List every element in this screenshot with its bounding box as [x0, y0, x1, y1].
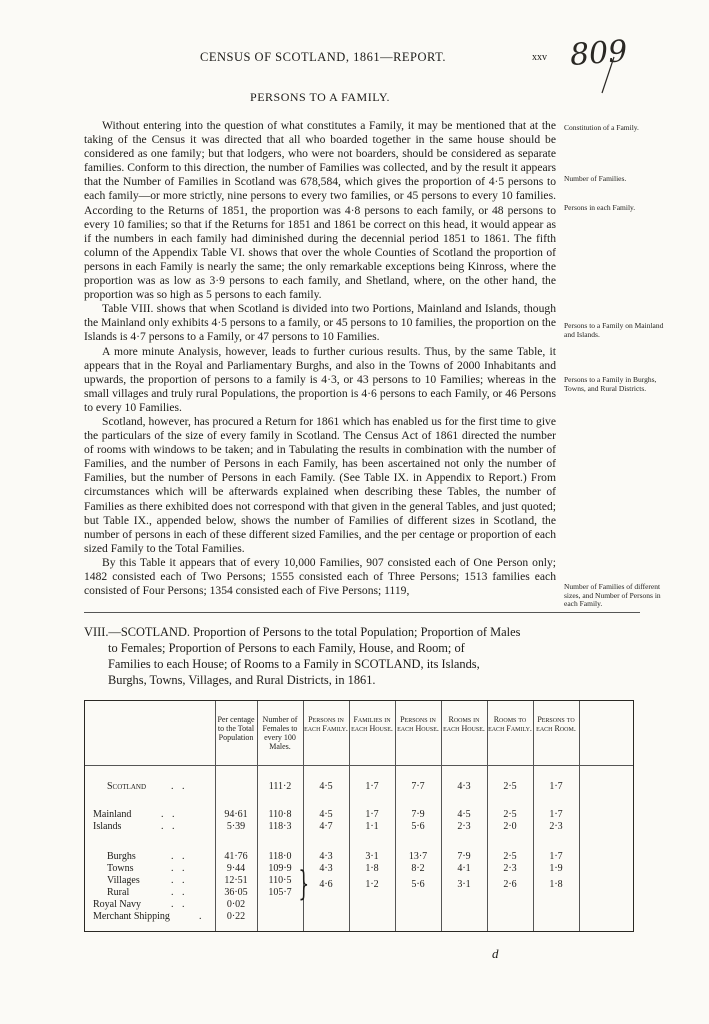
table-cell: 3·1: [457, 879, 471, 890]
table-heading-line-4: Burghs, Towns, Villages, and Rural Districts, in 1861.: [108, 673, 376, 687]
table-cell: 5·6: [411, 821, 425, 832]
table-cell: 0·02: [226, 899, 246, 910]
table-cell: 5·39: [226, 821, 246, 832]
table-cell: 1·1: [365, 821, 379, 832]
table-cell: 110·8: [268, 809, 292, 820]
table-cell: 4·3: [457, 781, 471, 792]
leader-dots: . .: [161, 821, 178, 832]
table-cell: 1·7: [549, 851, 563, 862]
row-label-burghs: Burghs: [107, 851, 136, 862]
table-cell: 41·76: [224, 851, 248, 862]
table-cell: 94·61: [224, 809, 248, 820]
table-cell: 3·1: [365, 851, 379, 862]
table-cell: 2·5: [503, 781, 517, 792]
table-heading-line-1: VIII.—SCOTLAND. Proportion of Persons to the total Population; Proportion of Males: [84, 625, 521, 639]
paragraph-5: By this Table it appears that of every 10,000 Families, 907 consisted each of One Person only; 1482 consisted each of Two Persons; 1555 consisted each of Three Persons; 1513 families each consisted of Four Persons; 1354 consisted each of Five Persons; 1119,: [84, 555, 556, 598]
table-viii: [84, 700, 634, 932]
body-text: [84, 119, 556, 598]
header-rule: [85, 765, 633, 766]
table-cell: 4·5: [457, 809, 471, 820]
table-cell: 0·22: [226, 911, 246, 922]
leader-dots: . .: [161, 809, 178, 820]
table-cell: 2·3: [549, 821, 563, 832]
paragraph-3: A more minute Analysis, however, leads to further curious results. Thus, by the same Table, it appears that in the Royal and Parliamentary Burghs, and also in the Towns of 2000 Inhabitants and upwards, the proportion of persons to a family is 4·3, or 43 persons to 10 Families; whereas in the small villages and truly rural Populations, the proportion is 4·6 persons to each Family, or 46 Persons to every 10 Families.: [84, 344, 556, 414]
table-cell: 4·1: [457, 863, 471, 874]
roman-page-number: xxv: [532, 52, 547, 63]
row-label-mainland: Mainland: [93, 809, 132, 820]
table-cell: 4·3: [319, 851, 333, 862]
table-cell: 4·5: [319, 781, 333, 792]
table-cell: 1·8: [549, 879, 563, 890]
table-heading-line-2: to Females; Proportion of Persons to each Family, House, and Room; of: [108, 641, 465, 655]
table-cell: 105·7: [268, 887, 292, 898]
col-header-persons-house: Persons in each House.: [397, 715, 439, 733]
handwritten-page-number: 809: [568, 34, 629, 73]
table-cell: 109·9: [268, 863, 292, 874]
table-cell: 1·2: [365, 879, 379, 890]
leader-dots: .: [199, 911, 205, 922]
table-cell: 2·0: [503, 821, 517, 832]
table-cell: 13·7: [408, 851, 428, 862]
leader-dots: . .: [171, 851, 188, 862]
row-label-scotland: Scotland: [107, 781, 147, 792]
leader-dots: . .: [171, 875, 188, 886]
row-label-islands: Islands: [93, 821, 122, 832]
table-cell: 1·7: [549, 809, 563, 820]
row-label-towns: Towns: [107, 863, 134, 874]
table-cell: 111·2: [268, 781, 292, 792]
table-cell: 118·3: [268, 821, 292, 832]
table-cell: 1·7: [365, 809, 379, 820]
sidenote-sizes: Number of Families of different sizes, and Number of Persons in each Family.: [564, 582, 661, 608]
table-cell: 2·5: [503, 851, 517, 862]
table-cell: 2·3: [503, 863, 517, 874]
column-rule: [579, 701, 580, 931]
report-title: CENSUS OF SCOTLAND, 1861—REPORT.: [200, 50, 446, 64]
sidenote-mainland-islands: Persons to a Family on Mainland and Islands.: [564, 321, 664, 339]
sidenote-burghs-towns: Persons to a Family in Burghs, Towns, and Rural Districts.: [564, 375, 657, 393]
leader-dots: . .: [171, 887, 188, 898]
table-cell: 8·2: [411, 863, 425, 874]
row-label-villages: Villages: [107, 875, 140, 886]
sidenote-constitution: Constitution of a Family.: [564, 123, 639, 132]
table-cell: 4·7: [319, 821, 333, 832]
table-heading-line-3: Families to each House; of Rooms to a Family in SCOTLAND, its Islands,: [108, 657, 480, 671]
table-cell: 1·7: [549, 781, 563, 792]
row-label-merchant-shipping: Merchant Shipping: [93, 911, 170, 922]
table-cell: 5·6: [411, 879, 425, 890]
table-cell: 7·9: [411, 809, 425, 820]
col-header-rooms-family: Rooms to each Family.: [488, 715, 532, 733]
row-label-royal-navy: Royal Navy: [93, 899, 142, 910]
row-label-rural: Rural: [107, 887, 130, 898]
signature-mark: d: [492, 946, 499, 961]
section-title: PERSONS TO A FAMILY.: [250, 90, 390, 104]
table-cell: 118·0: [268, 851, 292, 862]
leader-dots: . .: [171, 863, 188, 874]
table-cell: 1·9: [549, 863, 563, 874]
paragraph-1: Without entering into the question of what constitutes a Family, it may be mentioned that at the taking of the Census it was directed that all who boarded together in the same house should be considered as one family; but that lodgers, who were not boarders, should be considered as separate families. Conform to this direction, the number of Families was collected, and by the result it appears that the Number of Families in Scotland was 678,584, which gives the proportion of 4·5 persons to each family—or more strictly, nine persons to every two families, or 45 persons to every 10 families. According to the Returns of 1851, the proportion was 4·8 persons to each family, or 48 persons to every 10 families; so that if the Returns for 1851 and 1861 be correct on this head, it would appear as if the numbers in each family had diminished during the decennial period 1851 to 1861. The fifth column of the Appendix Table VI. shows that over the whole Counties of Scotland the proportion of persons in each Family is nearly the same; the only remarkable exceptions being Kinross, where the proportion was as low as 3·9 persons to each family, and Shetland, where, on the other hand, the proportion was so high as 5 persons to each family.: [84, 119, 556, 302]
brace-villages-rural: }: [298, 864, 310, 904]
sidenote-number-families: Number of Families.: [564, 174, 627, 183]
table-cell: 4·5: [319, 809, 333, 820]
col-header-rooms-house: Rooms in each House.: [443, 715, 485, 733]
col-header-persons-family: Persons in each Family.: [304, 715, 348, 733]
table-cell: 2·5: [503, 809, 517, 820]
table-heading: [84, 624, 644, 688]
paragraph-4: Scotland, however, has procured a Return for 1861 which has enabled us for the first time to give the particulars of the size of every family in Scotland. The Census Act of 1861 directed the number of rooms with windows to be taken; and in Tabulating the results in combination with the number of Families, and the number of Persons in each Family, has been ascertained not only the number of Families, but the number of Persons in each Family. (See Table IX. in Appendix to Report.) From circumstances which will be afterwards explained when describing these Tables, the number of Families as there exhibited does not correspond with that given in the general Tables, and just quoted; but Table IX., appended below, shows the number of Families of different sizes in Scotland, the number of persons in each of these different sized Families, and the per centage or proportion of each sized Family to the Total Families.: [84, 414, 556, 555]
divider-rule: [84, 612, 640, 613]
leader-dots: . .: [171, 899, 188, 910]
handwritten-stroke: [598, 55, 618, 95]
table-cell: 4·6: [319, 879, 333, 890]
paragraph-2: Table VIII. shows that when Scotland is divided into two Portions, Mainland and Islands, though the Mainland only exhibits 4·5 persons to a family, or 45 persons to 10 families, the proportion on the Islands is 4·7 persons to a Family, or 47 persons to 10 Families.: [84, 302, 556, 344]
col-header-per-centage: Per centage to the Total Population: [217, 715, 255, 742]
table-cell: 36·05: [224, 887, 248, 898]
table-cell: 12·51: [224, 875, 248, 886]
table-cell: 1·7: [365, 781, 379, 792]
col-header-females: Number of Females to every 100 Males.: [262, 715, 298, 751]
table-cell: 7·7: [411, 781, 425, 792]
table-cell: 1·8: [365, 863, 379, 874]
leader-dots: . .: [171, 781, 188, 792]
table-cell: 2·6: [503, 879, 517, 890]
table-cell: 2·3: [457, 821, 471, 832]
table-cell: 4·3: [319, 863, 333, 874]
table-cell: 110·5: [268, 875, 292, 886]
table-cell: 9·44: [226, 863, 246, 874]
table-cell: 7·9: [457, 851, 471, 862]
sidenote-persons-each-family: Persons in each Family.: [564, 203, 636, 212]
col-header-families-house: Families in each House.: [351, 715, 393, 733]
col-header-persons-room: Persons to each Room.: [536, 715, 576, 733]
